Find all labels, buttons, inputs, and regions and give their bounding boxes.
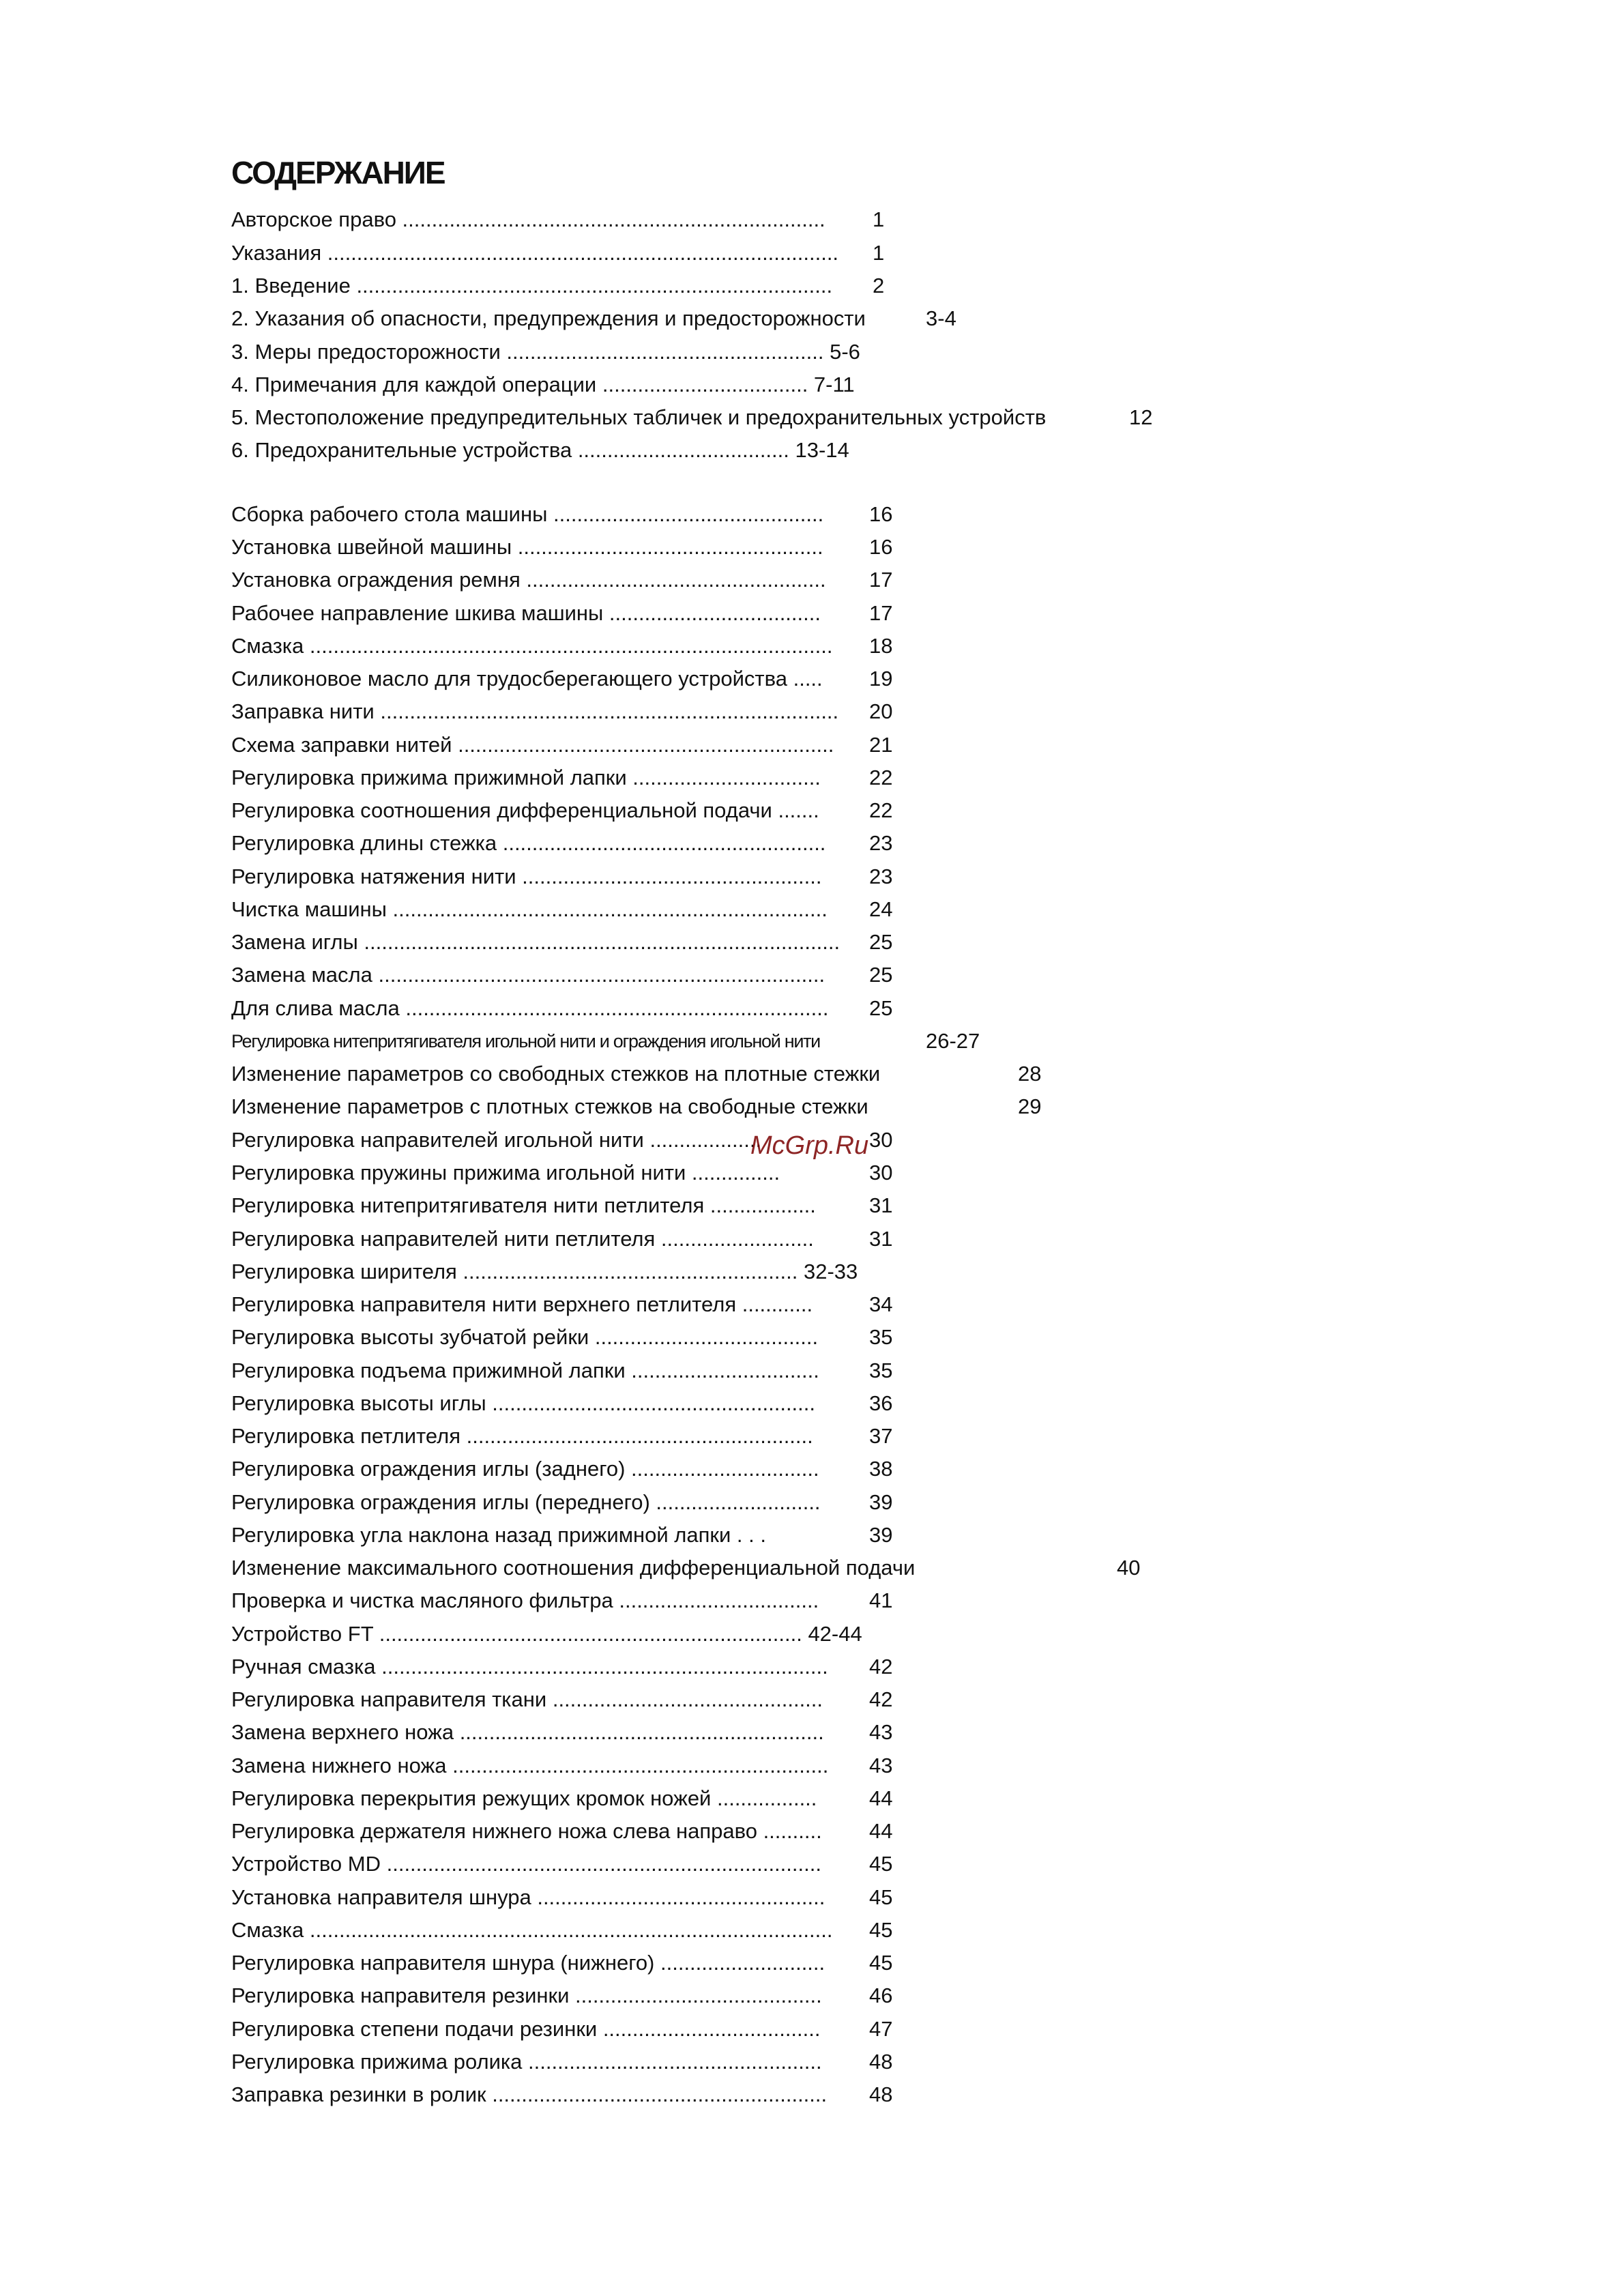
toc-entry[interactable] <box>231 1486 893 1519</box>
toc-entry[interactable] <box>231 2013 893 2046</box>
toc-entry-label: Регулировка высоты зубчатой рейки ...................................... <box>231 1325 819 1349</box>
toc-entry[interactable] <box>231 1618 862 1651</box>
watermark: McGrp.Ru <box>750 1131 869 1160</box>
toc-entry[interactable] <box>231 237 885 270</box>
toc-entry-page: 31 <box>869 1227 893 1251</box>
toc-entry-label: Регулировка пружины прижима игольной нити ............... <box>231 1161 780 1185</box>
toc-entry[interactable] <box>231 1584 893 1617</box>
toc-entry-label: 1. Введение ................................................................................. <box>231 274 833 297</box>
toc-entry-page: 35 <box>869 1325 893 1349</box>
toc-entry-page: 22 <box>869 766 893 789</box>
toc-entry[interactable] <box>231 1420 893 1453</box>
toc-entry-label: Установка ограждения ремня ................................................... <box>231 568 826 592</box>
toc-entry[interactable] <box>231 695 893 728</box>
page-title: СОДЕРЖАНИЕ <box>231 155 445 190</box>
toc-entry-page: 39 <box>869 1490 893 1514</box>
toc-entry[interactable] <box>231 630 893 663</box>
toc-entry-label: Замена иглы ................................................................................. <box>231 930 840 954</box>
toc-entry-label: Регулировка высоты иглы ....................................................... <box>231 1391 816 1415</box>
toc-entry-label: 5. Местоположение предупредительных табличек и предохранительных устройств <box>231 405 1047 429</box>
toc-entry-page: 3-4 <box>926 306 956 330</box>
toc-entry-label: Регулировка подъема прижимной лапки ................................ <box>231 1358 819 1382</box>
toc-entry[interactable] <box>231 1881 893 1914</box>
toc-entry[interactable] <box>231 1815 893 1848</box>
toc-entry-label: Регулировка петлителя ........................................................... <box>231 1424 813 1448</box>
toc-entry-page: 25 <box>869 930 893 954</box>
toc-entry-page: 45 <box>869 1918 893 1942</box>
toc-entry-label: Регулировка угла наклона назад прижимной лапки . . . <box>231 1523 766 1547</box>
toc-entry-label: Устройство MD .......................................................................... <box>231 1852 821 1876</box>
toc-entry[interactable] <box>231 1058 1042 1090</box>
toc-entry-page: 16 <box>869 535 893 559</box>
toc-entry[interactable] <box>231 1157 893 1189</box>
toc-entry-page: 38 <box>869 1457 893 1481</box>
toc-entry-page: 45 <box>869 1885 893 1909</box>
toc-entry[interactable] <box>231 1255 858 1288</box>
toc-entry[interactable] <box>231 761 893 794</box>
toc-entry-page: 37 <box>869 1424 893 1448</box>
toc-entry[interactable] <box>231 1979 893 2012</box>
toc-entry-label: Смазка ......................................................................................... <box>231 634 833 658</box>
toc-entry[interactable] <box>231 1321 893 1354</box>
toc-entry-label: Регулировка направителей игольной нити ................... <box>231 1128 762 1152</box>
toc-entry[interactable] <box>231 203 885 236</box>
toc-entry[interactable] <box>231 860 893 893</box>
toc-entry-page: 22 <box>869 798 893 822</box>
toc-entry-page: 42 <box>869 1687 893 1711</box>
toc-entry-page: 46 <box>869 1983 893 2007</box>
toc-entry[interactable] <box>231 729 893 761</box>
toc-entry-label: Установка направителя шнура ................................................. <box>231 1885 825 1909</box>
toc-entry-page: 19 <box>869 667 893 691</box>
toc-entry[interactable] <box>231 2078 893 2111</box>
toc-entry-page: 20 <box>869 699 893 723</box>
toc-entry-page: 34 <box>869 1292 893 1316</box>
toc-entry-page: 25 <box>869 996 893 1020</box>
toc-entry-page: 45 <box>869 1951 893 1975</box>
toc-entry-page: 26-27 <box>926 1029 980 1053</box>
toc-entry[interactable] <box>231 368 855 401</box>
toc-entry-label: Регулировка натяжения нити ................................................... <box>231 864 822 888</box>
toc-entry-label: Изменение параметров со свободных стежков на плотные стежки <box>231 1062 881 1086</box>
toc-entry-page: 30 <box>869 1161 893 1185</box>
toc-entry-label: Регулировка направителя нити верхнего петлителя ............ <box>231 1292 813 1316</box>
toc-entry-label: Указания ....................................................................................... <box>231 241 839 265</box>
toc-entry[interactable] <box>231 992 893 1025</box>
toc-entry[interactable] <box>231 1782 893 1815</box>
toc-entry[interactable] <box>231 597 893 630</box>
toc-entry-page: 43 <box>869 1720 893 1744</box>
toc-entry-page: 48 <box>869 2050 893 2074</box>
toc-entry[interactable] <box>231 1947 893 1979</box>
toc-entry[interactable] <box>231 1716 893 1749</box>
toc-entry-label: 6. Предохранительные устройства .................................... 13-14 <box>231 438 849 462</box>
toc-entry-page: 47 <box>869 2017 893 2041</box>
toc-entry-label: Регулировка направителей нити петлителя .......................... <box>231 1227 814 1251</box>
toc-entry[interactable] <box>231 1651 893 1683</box>
toc-entry-label: Установка швейной машины .................................................... <box>231 535 823 559</box>
toc-entry[interactable] <box>231 336 860 368</box>
toc-entry-label: Регулировка перекрытия режущих кромок ножей ................. <box>231 1786 817 1810</box>
toc-entry-label: Регулировка нитепритягивателя нити петлителя .................. <box>231 1193 816 1217</box>
toc-entry[interactable] <box>231 531 893 564</box>
toc-entry-label: Регулировка ширителя ......................................................... 32-33 <box>231 1260 858 1283</box>
toc-entry-label: Регулировка прижима прижимной лапки ................................ <box>231 766 821 789</box>
toc-entry-label: Рабочее направление шкива машины .................................... <box>231 601 821 625</box>
toc-entry-page: 1 <box>873 207 885 231</box>
toc-entry-page: 2 <box>873 274 885 297</box>
toc-entry-label: Регулировка степени подачи резинки ..................................... <box>231 2017 821 2041</box>
toc-entry-page: 43 <box>869 1754 893 1777</box>
toc-entry-page: 31 <box>869 1193 893 1217</box>
toc-entry-page: 30 <box>869 1128 893 1152</box>
toc-entry-label: Авторское право ........................................................................ <box>231 207 825 231</box>
toc-entry-page: 45 <box>869 1852 893 1876</box>
toc-entry[interactable] <box>231 1223 893 1255</box>
toc-entry-label: Замена нижнего ножа ................................................................ <box>231 1754 829 1777</box>
toc-entry-page: 16 <box>869 502 893 526</box>
toc-entry-page: 41 <box>869 1588 893 1612</box>
toc-entry-page: 39 <box>869 1523 893 1547</box>
toc-entry-page: 21 <box>869 733 893 757</box>
toc-entry-label: Регулировка направителя резинки .......................................... <box>231 1983 822 2007</box>
toc-entry-page: 35 <box>869 1358 893 1382</box>
toc-entry[interactable] <box>231 434 849 467</box>
toc-entry-label: Регулировка ограждения иглы (переднего) ............................ <box>231 1490 821 1514</box>
toc-entry-label: Регулировка держателя нижнего ножа слева направо .......... <box>231 1819 822 1843</box>
toc-entry-label: Регулировка направителя шнура (нижнего) ............................ <box>231 1951 825 1975</box>
toc-entry-page: 48 <box>869 2082 893 2106</box>
toc-entry-label: Изменение параметров с плотных стежков на свободные стежки <box>231 1094 868 1118</box>
toc-entry-label: Проверка и чистка масляного фильтра .................................. <box>231 1588 819 1612</box>
toc-entry-label: Регулировка ограждения иглы (заднего) ................................ <box>231 1457 819 1481</box>
toc-entry-label: Схема заправки нитей ................................................................ <box>231 733 834 757</box>
toc-entry-label: Для слива масла ........................................................................ <box>231 996 829 1020</box>
toc-entry[interactable] <box>231 564 893 596</box>
table-of-contents <box>231 0 1527 2296</box>
toc-entry-label: Замена верхнего ножа .............................................................. <box>231 1720 824 1744</box>
toc-entry[interactable] <box>231 1453 893 1485</box>
toc-entry-label: Заправка нити .............................................................................. <box>231 699 839 723</box>
toc-entry-page: 44 <box>869 1786 893 1810</box>
toc-entry-page: 23 <box>869 831 893 855</box>
toc-entry-label: Регулировка прижима ролика .................................................. <box>231 2050 822 2074</box>
toc-entry[interactable] <box>231 401 1153 434</box>
toc-entry[interactable] <box>231 1189 893 1222</box>
toc-entry-page: 29 <box>1018 1094 1042 1118</box>
toc-entry-label: Ручная смазка ............................................................................ <box>231 1655 828 1679</box>
toc-entry-label: Силиконовое масло для трудосберегающего устройства ..... <box>231 667 823 691</box>
toc-entry[interactable] <box>231 926 893 959</box>
toc-entry-page: 28 <box>1018 1062 1042 1086</box>
toc-entry-page: 12 <box>1129 405 1153 429</box>
toc-entry[interactable] <box>231 1749 893 1782</box>
toc-entry-label: 3. Меры предосторожности ...................................................... 5-6 <box>231 340 860 364</box>
toc-entry-label: Чистка машины .......................................................................... <box>231 897 828 921</box>
toc-entry-label: 4. Примечания для каждой операции ................................... 7-11 <box>231 373 855 396</box>
toc-entry[interactable] <box>231 1519 893 1552</box>
toc-entry-page: 44 <box>869 1819 893 1843</box>
toc-entry-label: Регулировка соотношения дифференциальной подачи ....... <box>231 798 819 822</box>
toc-entry-label: Регулировка направителя ткани .............................................. <box>231 1687 823 1711</box>
toc-entry[interactable] <box>231 1354 893 1387</box>
toc-entry-page: 1 <box>873 241 885 265</box>
toc-entry[interactable] <box>231 663 893 695</box>
toc-entry-label: 2. Указания об опасности, предупреждения и предосторожности <box>231 306 866 330</box>
toc-entry-label: Замена масла ............................................................................ <box>231 963 825 987</box>
toc-entry-page: 17 <box>869 601 893 625</box>
toc-entry[interactable] <box>231 1552 1141 1584</box>
toc-entry[interactable] <box>231 827 893 860</box>
toc-entry[interactable] <box>231 270 885 302</box>
toc-entry-page: 18 <box>869 634 893 658</box>
toc-entry[interactable] <box>231 302 956 335</box>
toc-entry[interactable] <box>231 893 893 926</box>
toc-entry-label: Изменение максимального соотношения дифференциальной подачи <box>231 1556 916 1580</box>
toc-entry-label: Смазка ......................................................................................... <box>231 1918 833 1942</box>
toc-entry-label: Регулировка длины стежка ....................................................... <box>231 831 826 855</box>
toc-entry-page: 25 <box>869 963 893 987</box>
toc-entry-label: Устройство FT ........................................................................ 42-44 <box>231 1622 862 1646</box>
toc-entry[interactable] <box>231 1848 893 1880</box>
toc-entry[interactable] <box>231 1387 893 1420</box>
toc-entry[interactable] <box>231 2046 893 2078</box>
toc-entry[interactable] <box>231 1090 1042 1123</box>
toc-entry-label: Регулировка нитепритягивателя игольной нити и ограждения игольной нити <box>231 1031 820 1051</box>
toc-entry-page: 17 <box>869 568 893 592</box>
toc-entry[interactable] <box>231 959 893 991</box>
toc-entry[interactable] <box>231 794 893 827</box>
toc-entry[interactable] <box>231 1288 893 1321</box>
toc-entry-label: Заправка резинки в ролик ......................................................... <box>231 2082 828 2106</box>
toc-entry-page: 36 <box>869 1391 893 1415</box>
toc-entry-page: 23 <box>869 864 893 888</box>
toc-entry[interactable] <box>231 1683 893 1716</box>
toc-entry-page: 42 <box>869 1655 893 1679</box>
toc-entry-page: 40 <box>1117 1556 1141 1580</box>
toc-entry[interactable] <box>231 1025 980 1058</box>
toc-entry-label: Сборка рабочего стола машины .............................................. <box>231 502 824 526</box>
toc-entry-page: 24 <box>869 897 893 921</box>
toc-entry[interactable] <box>231 1914 893 1947</box>
toc-entry[interactable] <box>231 498 893 531</box>
